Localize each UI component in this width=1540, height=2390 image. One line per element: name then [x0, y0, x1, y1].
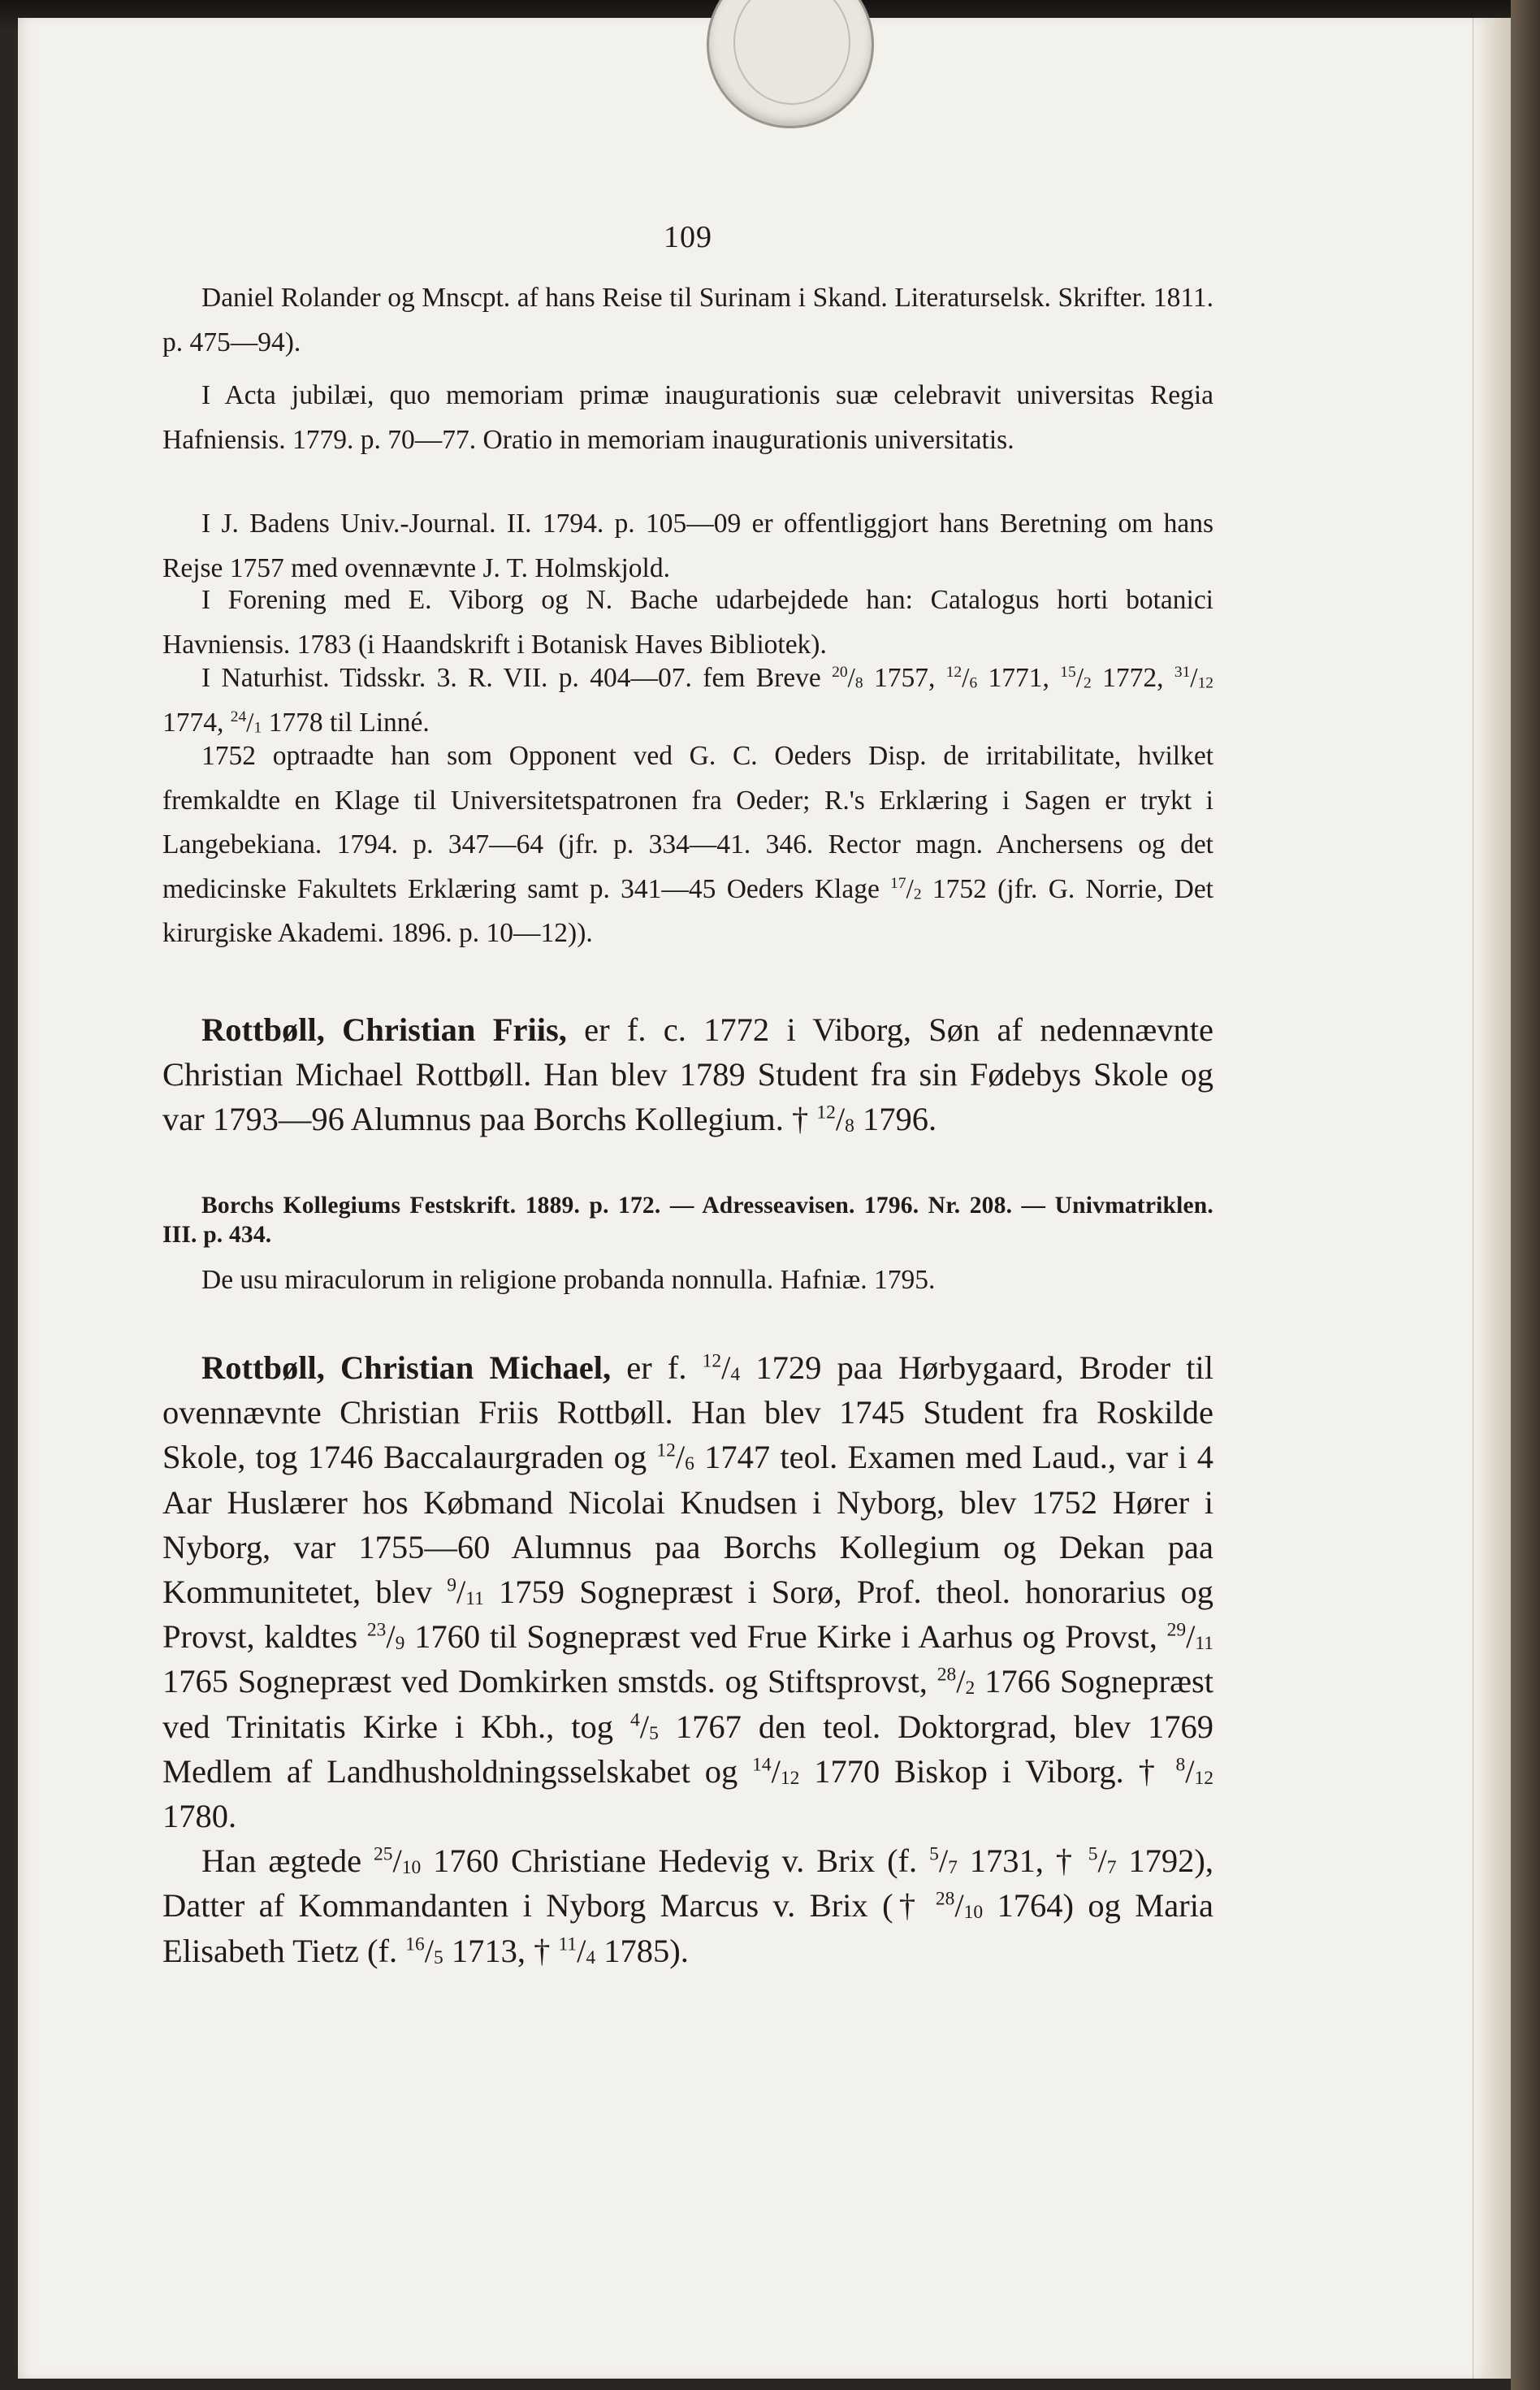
entry-christian-friis-work — [162, 1258, 1213, 1303]
paragraph-oeder — [162, 734, 1213, 956]
paragraph-badens-journal — [162, 502, 1213, 591]
fraction-den: 12 — [780, 1767, 800, 1789]
fraction-den: 11 — [1195, 1633, 1213, 1655]
paragraph-acta-jubilaei — [162, 374, 1213, 462]
fraction-num: 12 — [656, 1440, 676, 1461]
text-run: 1766 Sognepræst ved Trinitatis Kirke i Kbh., tog — [162, 1663, 1213, 1745]
binding-clip — [707, 0, 874, 128]
work-title: De usu miraculorum in religione probanda nonnulla. Hafniæ. 1795. — [201, 1265, 936, 1295]
fraction-num: 25 — [374, 1843, 393, 1865]
paragraph-naturhist — [162, 656, 1213, 745]
paragraph-rolander — [162, 276, 1213, 365]
fraction-den: 11 — [465, 1587, 484, 1609]
fraction-num: 12 — [945, 663, 962, 681]
text-run: 1759 Sognepræst i Sorø, Prof. theol. honorarius og Provst, kaldtes — [162, 1574, 1214, 1656]
text-run: 1760 Christiane Hedevig v. Brix (f. — [421, 1842, 930, 1880]
text-run: 1760 til Sognepræst ved Frue Kirke i Aarhus og Provst, — [404, 1618, 1167, 1656]
fraction-num: 31 — [1174, 663, 1191, 681]
entry-christian-friis-references — [162, 1191, 1213, 1249]
fraction-den: 4 — [730, 1363, 741, 1385]
fraction-den: 2 — [965, 1678, 975, 1699]
text-run: 1785). — [595, 1932, 689, 1969]
text-run: 1778 til Linné. — [262, 707, 430, 738]
fraction-num: 20 — [832, 663, 848, 681]
paragraph-text: I J. Badens Univ.-Journal. II. 1794. p. 105—09 er offentliggjort hans Beretning om hans Rejse 1757 med ovennævnte J. T. Holmskjold. — [162, 509, 1213, 583]
paragraph-text: I Forening med E. Viborg og N. Bache udarbejdede han: Catalogus horti botanici Havniensis. 1783 (i Haandskrift i Botanisk Haves Bibliotek). — [162, 585, 1213, 660]
text-run: 1713, † — [443, 1932, 559, 1969]
fraction-den: 5 — [649, 1722, 659, 1744]
page-edge-shadow — [1473, 18, 1511, 2379]
page-number: 109 — [664, 220, 712, 254]
text-run: 1770 Biskop i Viborg. † — [799, 1752, 1176, 1790]
fraction-den: 9 — [395, 1633, 405, 1655]
fraction-den: 10 — [963, 1902, 984, 1924]
fraction-num: 23 — [366, 1619, 387, 1641]
text-run: 1771, — [977, 663, 1049, 693]
text-run: er f. c. 1772 i Viborg, Søn af nedennævnte Christian Michael Rottbøll. Han blev 1789 Student fra sin Fødebys Skole og var 1793—96 Alumnus paa Borchs Kollegium. † — [162, 1011, 1213, 1138]
paragraph-text: I Acta jubilæi, quo memoriam primæ inaugurationis suæ celebravit universitas Regia Hafniensis. 1779. p. 70—77. Oratio in memoriam inaugurationis universitatis. — [162, 380, 1213, 455]
fraction-den: 6 — [685, 1453, 694, 1475]
fraction-den: 7 — [948, 1857, 958, 1879]
fraction-num: 4 — [630, 1709, 640, 1731]
fraction-num: 5 — [1088, 1843, 1098, 1865]
text-run: Han ægtede — [201, 1842, 374, 1880]
fraction-num: 9 — [447, 1574, 456, 1596]
text-run: 1752 optraadte han som Opponent ved G. C. Oeders Disp. de irritabilitate, hvilket fremkaldte en Klage til Universitetspatronen fra Oeder; R.'s Erklæring i Sagen er trykt i Langebekiana. 1794. p. 347—64 (jfr. p. 334—41. 346. Rector magn. Anchersens og det medicinske Fakultets Erklæring samt p. 341—45 Oeders Klage — [162, 741, 1213, 904]
fraction-num: 28 — [937, 1664, 957, 1686]
fraction-num: 17 — [890, 874, 906, 892]
text-run: I Naturhist. Tidsskr. 3. R. VII. p. 404—07. fem Breve — [201, 663, 833, 693]
text-run: 1765 Sognepræst ved Domkirken smstds. og Stiftsprovst, — [162, 1663, 937, 1700]
fraction-num: 16 — [405, 1933, 425, 1955]
text-run: 1767 den teol. Doktorgrad, blev 1769 Medlem af Landhusholdningsselskabet og — [162, 1708, 1213, 1790]
fraction-den: 2 — [913, 885, 922, 903]
entry-christian-friis — [162, 1007, 1213, 1142]
text-run: 1792), Datter af Kommandanten i Nyborg Marcus v. Brix († — [162, 1842, 1213, 1925]
paragraph-text: 1752 optraadte han som Opponent ved G. C. Oeders Disp. de irritabilitate, hvilket fremkaldte en Klage til Universitetspatronen fra Oeder; R.'s Erklæring i Sagen er trykt i Langebekiana. 1794. p. 347—64 (jfr. p. 334—41. 346. Rector magn. Anchersens og det medicinske Fakultets Erklæring samt p. 341—45 Oeders Klage $^{17}/_2$ 1752 (jfr. G. Norrie, Det kirurgiske Akademi. 1896. p. 10—12)). — [162, 741, 1213, 948]
fraction-den: 4 — [586, 1946, 596, 1968]
fraction-num: 15 — [1060, 663, 1076, 681]
text-run: 1796. — [854, 1101, 937, 1138]
fraction-num: 5 — [929, 1843, 939, 1865]
fraction-num: 28 — [935, 1888, 955, 1910]
text-run: 1731, † — [957, 1842, 1088, 1880]
fraction-den: 1 — [253, 719, 262, 737]
fraction-den: 6 — [969, 674, 978, 692]
book-page — [18, 18, 1511, 2379]
fraction-den: 8 — [845, 1115, 854, 1137]
fraction-num: 12 — [702, 1350, 722, 1372]
fraction-den: 10 — [401, 1857, 422, 1879]
text-run: er f. — [611, 1349, 703, 1386]
text-run: 1729 paa Hørbygaard, Broder til ovennævnte Christian Friis Rottbøll. Han blev 1745 Student fra Roskilde Skole, tog 1746 Baccalaurgraden og — [162, 1349, 1213, 1476]
text-run: 1752 (jfr. G. Norrie, Det kirurgiske Akademi. 1896. p. 10—12)). — [162, 873, 1213, 948]
text-run: 1764) og Maria Elisabeth Tietz (f. — [162, 1887, 1213, 1969]
paragraph-catalogus — [162, 578, 1213, 667]
fraction-den: 2 — [1084, 674, 1092, 692]
fraction-num: 29 — [1166, 1619, 1187, 1641]
fraction-num: 24 — [230, 708, 247, 725]
fraction-num: 12 — [816, 1102, 836, 1124]
text-run: 1747 teol. Examen med Laud., var i 4 Aar Huslærer hos Købmand Nicolai Knudsen i Nyborg, blev 1752 Hører i Nyborg, var 1755—60 Alumnus paa Borchs Kollegium og Dekan paa Kommunitetet, blev — [162, 1439, 1213, 1611]
fraction-den: 8 — [854, 674, 863, 692]
fraction-den: 12 — [1197, 674, 1214, 692]
paragraph-text: I Naturhist. Tidsskr. 3. R. VII. p. 404—07. fem Breve $^{20}/_8$ 1757, $^{12}/_6$ 1771, $^{15}/_2$ 1772, $^{31}/_{12}$ 1774, $^{24}/_1$ 1778 til Linné. — [162, 663, 1214, 738]
marriage-text: Han ægtede $^{25}/_{10}$ 1760 Christiane Hedevig v. Brix (f. $^5/_7$ 1731, † $^5/_7$ 1792), Datter af Kommandanten i Nyborg Marcus v. Brix († $^{28}/_{10}$ 1764) og Maria Elisabeth Tietz (f. $^{16}/_5$ 1713, † $^{11}/_4$ 1785). — [162, 1842, 1213, 1969]
text-run: 1774, — [162, 707, 231, 738]
reference-text: Borchs Kollegiums Festskrift. 1889. p. 172. — Adresseavisen. 1796. Nr. 208. — Univmatriklen. III. p. 434. — [162, 1193, 1213, 1248]
text-run: 1780. — [162, 1798, 237, 1835]
scan-backdrop-right — [1511, 0, 1540, 2390]
fraction-den: 5 — [433, 1946, 443, 1968]
fraction-num: 11 — [558, 1933, 578, 1955]
text-run: 1772, — [1091, 663, 1174, 693]
paragraph-text: Daniel Rolander og Mnscpt. af hans Reise til Surinam i Skand. Literaturselsk. Skrifter. 1811. p. 475—94). — [162, 283, 1213, 357]
entry-christian-michael — [162, 1345, 1213, 1973]
entry-text: Rottbøll, Christian Friis, er f. c. 1772 i Viborg, Søn af nedennævnte Christian Michael Rottbøll. Han blev 1789 Student fra sin Fødebys Skole og var 1793—96 Alumnus paa Borchs Kollegium. † $^{12}/_8$ 1796. — [162, 1011, 1213, 1138]
entry-heading: Rottbøll, Christian Michael, — [201, 1349, 612, 1386]
entry-text: Rottbøll, Christian Michael, er f. $^{12}/_4$ 1729 paa Hørbygaard, Broder til ovennævnte Christian Friis Rottbøll. Han blev 1745 Student fra Roskilde Skole, tog 1746 Baccalaurgraden og $^{12}/_6$ 1747 teol. Examen med Laud., var i 4 Aar Huslærer hos Købmand Nicolai Knudsen i Nyborg, blev 1752 Hører i Nyborg, var 1755—60 Alumnus paa Borchs Kollegium og Dekan paa Kommunitetet, blev $^9/_{11}$ 1759 Sognepræst i Sorø, Prof. theol. honorarius og Provst, kaldtes $^{23}/_9$ 1760 til Sognepræst ved Frue Kirke i Aarhus og Provst, $^{29}/_{11}$ 1765 Sognepræst ved Domkirken smstds. og Stiftsprovst, $^{28}/_2$ 1766 Sognepræst ved Trinitatis Kirke i Kbh., tog $^4/_5$ 1767 den teol. Doktorgrad, blev 1769 Medlem af Landhusholdningsselskabet og $^{14}/_{12}$ 1770 Biskop i Viborg. † $^8/_{12}$ 1780. — [162, 1349, 1214, 1835]
text-run: 1757, — [863, 663, 946, 693]
fraction-den: 12 — [1194, 1767, 1214, 1789]
entry-heading: Rottbøll, Christian Friis, — [201, 1011, 567, 1048]
fraction-num: 8 — [1175, 1754, 1186, 1776]
fraction-num: 14 — [752, 1754, 772, 1776]
fraction-den: 7 — [1106, 1857, 1117, 1879]
